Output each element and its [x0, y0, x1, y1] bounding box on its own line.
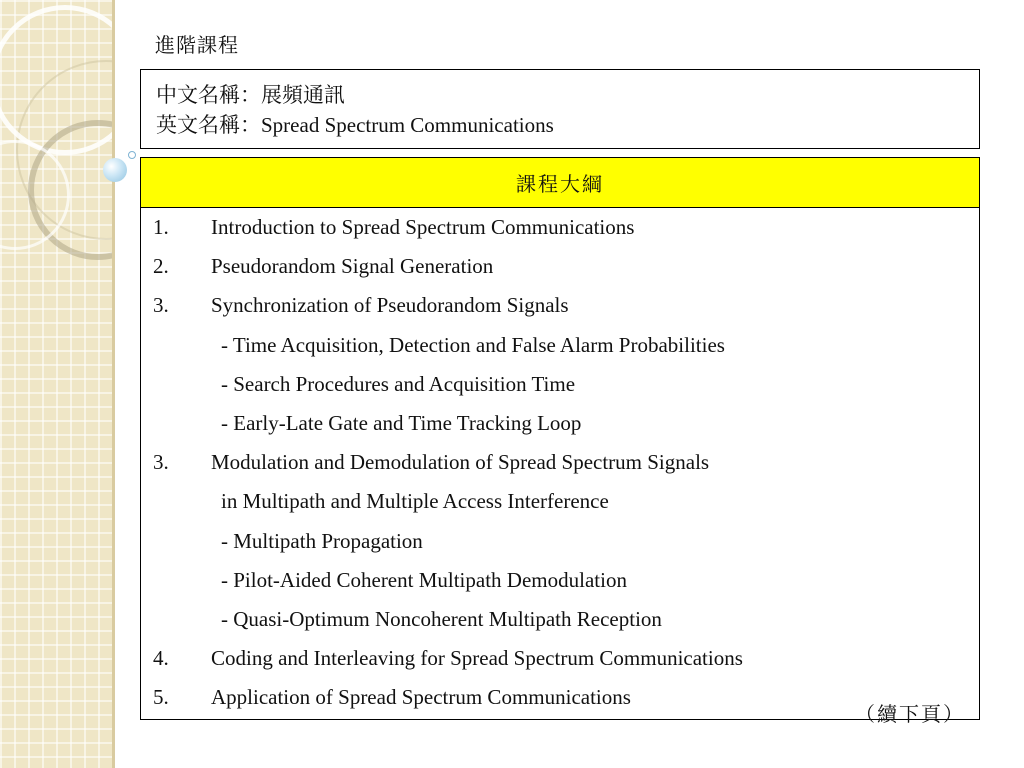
- item-number: 3.: [153, 293, 169, 318]
- item-text: Application of Spread Spectrum Communications: [211, 685, 631, 710]
- english-name-label: 英文名稱：: [156, 113, 261, 137]
- decorative-dot: [128, 151, 136, 159]
- english-course-name: Spread Spectrum Communications: [261, 113, 554, 137]
- outline-item: [141, 680, 979, 727]
- subitem-text: - Early-Late Gate and Time Tracking Loop: [221, 410, 582, 435]
- item-text: Coding and Interleaving for Spread Spectrum Communications: [211, 646, 743, 671]
- chinese-course-name: 中文名稱：展頻通訊: [156, 83, 345, 107]
- outline-item: [141, 288, 979, 327]
- outline-subitem: [141, 367, 979, 406]
- outline-subitem: [141, 602, 979, 641]
- sidebar-edge: [112, 0, 115, 768]
- item-number: 1.: [153, 215, 169, 239]
- course-name-box: [140, 69, 980, 149]
- item-text: Synchronization of Pseudorandom Signals: [211, 293, 569, 318]
- outline-item: [141, 641, 979, 680]
- outline-item: [141, 249, 979, 288]
- outline-item-continuation: [141, 484, 979, 523]
- item-text-continuation: in Multipath and Multiple Access Interference: [221, 489, 609, 514]
- subitem-text: - Pilot-Aided Coherent Multipath Demodulation: [221, 567, 627, 592]
- outline-item: [141, 445, 979, 484]
- outline-subitem: [141, 524, 979, 563]
- item-text: Introduction to Spread Spectrum Communications: [211, 215, 635, 239]
- subitem-text: - Time Acquisition, Detection and False Alarm Probabilities: [221, 332, 725, 357]
- subitem-text: - Search Procedures and Acquisition Time: [221, 371, 576, 396]
- outline-subitem: [141, 406, 979, 445]
- english-course-name-line: [156, 109, 554, 139]
- item-number: 3.: [153, 450, 169, 475]
- outline-subitem: [141, 328, 979, 367]
- syllabus-table: [140, 157, 980, 727]
- item-text: Modulation and Demodulation of Spread Spectrum Signals: [211, 450, 710, 475]
- outline-item: [141, 210, 979, 249]
- syllabus-outline: [141, 210, 979, 727]
- page-title: 進階課程: [155, 35, 239, 57]
- item-number: 2.: [153, 254, 169, 279]
- syllabus-header: 課程大綱: [141, 158, 979, 208]
- outline-subitem: [141, 563, 979, 602]
- item-number: 4.: [153, 646, 169, 671]
- item-number: 5.: [153, 685, 169, 710]
- decorative-sidebar: [0, 0, 114, 768]
- subitem-text: - Quasi-Optimum Noncoherent Multipath Reception: [221, 606, 662, 631]
- continued-note: （續下頁）: [855, 704, 965, 727]
- subitem-text: - Multipath Propagation: [221, 528, 423, 553]
- decorative-orb: [103, 158, 127, 182]
- item-text: Pseudorandom Signal Generation: [211, 254, 494, 279]
